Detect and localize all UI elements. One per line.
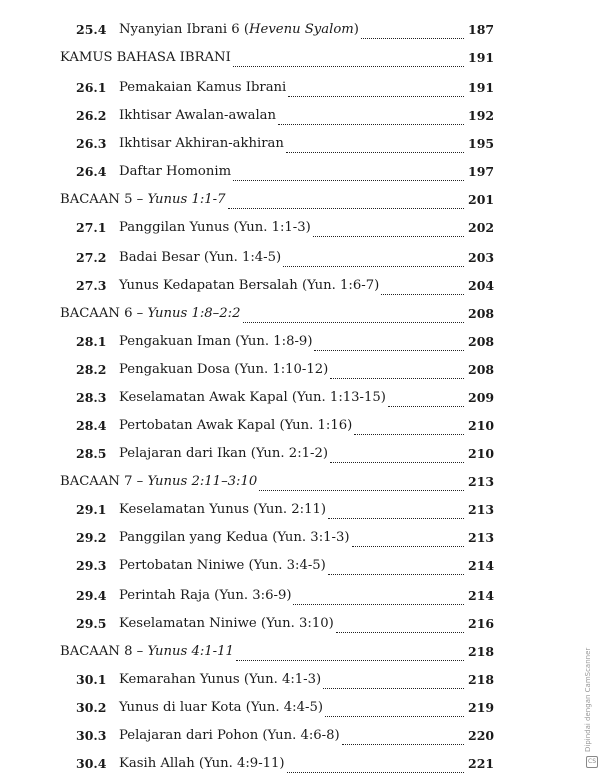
toc-entry[interactable] [0, 278, 600, 302]
toc-section-heading[interactable] [0, 306, 600, 330]
entry-number: 30.1 [76, 672, 107, 687]
entry-title-text: Daftar Homonim [119, 164, 232, 179]
toc-entry[interactable] [0, 756, 600, 780]
page-number: 203 [468, 250, 495, 265]
dot-leader [323, 688, 464, 689]
toc-entry[interactable] [0, 446, 600, 470]
page-number: 216 [468, 616, 495, 631]
entry-title [119, 756, 285, 771]
entry-number: 26.2 [76, 108, 107, 123]
entry-title-italic: Hevenu Syalom [249, 22, 354, 37]
dot-leader [287, 772, 464, 773]
toc-section-heading[interactable] [0, 474, 600, 498]
entry-number: 28.3 [76, 390, 107, 405]
toc-entry[interactable] [0, 220, 600, 244]
entry-number: 27.1 [76, 220, 107, 235]
entry-number: 30.2 [76, 700, 107, 715]
entry-title-text: Pengakuan Dosa (Yun. 1:10-12) [119, 362, 329, 377]
entry-number: 29.1 [76, 502, 107, 517]
toc-entry[interactable] [0, 22, 600, 46]
dot-leader [286, 152, 464, 153]
toc-entry[interactable] [0, 334, 600, 358]
entry-title [119, 672, 321, 687]
entry-title [119, 728, 340, 743]
toc-entry[interactable] [0, 362, 600, 386]
entry-number: 26.1 [76, 80, 107, 95]
entry-number: 30.4 [76, 756, 107, 771]
entry-title-text: KAMUS BAHASA IBRANI [60, 50, 231, 65]
entry-title [119, 418, 352, 433]
entry-title-text: Pelajaran dari Pohon (Yun. 4:6-8) [119, 728, 340, 743]
dot-leader [259, 490, 464, 491]
entry-number: 26.4 [76, 164, 107, 179]
entry-number: 28.4 [76, 418, 107, 433]
entry-title-text: Badai Besar (Yun. 1:4-5) [119, 250, 282, 265]
page-number: 208 [468, 362, 495, 377]
dot-leader [288, 96, 464, 97]
toc-entry[interactable] [0, 390, 600, 414]
entry-title [60, 50, 231, 65]
entry-title [119, 164, 231, 179]
page-number: 202 [468, 220, 495, 235]
dot-leader [278, 124, 464, 125]
page-number: 201 [468, 192, 495, 207]
page-number: 191 [468, 80, 495, 95]
entry-title [60, 474, 257, 489]
page-number: 204 [468, 278, 495, 293]
entry-title [119, 220, 311, 235]
entry-title [119, 616, 334, 631]
entry-title [119, 250, 281, 265]
page-number: 213 [468, 530, 495, 545]
dot-leader [325, 716, 464, 717]
dot-leader [236, 660, 464, 661]
entry-title [119, 558, 326, 573]
entry-title-text: Kemarahan Yunus (Yun. 4:1-3) [119, 672, 322, 687]
entry-number: 29.2 [76, 530, 107, 545]
dot-leader [336, 632, 464, 633]
dot-leader [243, 322, 464, 323]
entry-title-text: Pemakaian Kamus Ibrani [119, 80, 287, 95]
dot-leader [381, 294, 464, 295]
toc-entry[interactable] [0, 530, 600, 554]
toc-entry[interactable] [0, 588, 600, 612]
entry-title [60, 306, 241, 321]
entry-number: 30.3 [76, 728, 107, 743]
entry-title [119, 334, 312, 349]
entry-title [119, 362, 328, 377]
toc-entry[interactable] [0, 80, 600, 104]
entry-title [119, 502, 326, 517]
dot-leader [342, 744, 464, 745]
entry-title [119, 446, 328, 461]
entry-title-suffix: ) [353, 22, 359, 37]
toc-entry[interactable] [0, 502, 600, 526]
page-number: 208 [468, 306, 495, 321]
entry-title-text: Yunus Kedapatan Bersalah (Yun. 1:6-7) [119, 278, 380, 293]
dot-leader [354, 434, 464, 435]
page-number: 187 [468, 22, 495, 37]
toc-entry[interactable] [0, 418, 600, 442]
page-number: 191 [468, 50, 495, 65]
entry-title-text: Keselamatan Yunus (Yun. 2:11) [119, 502, 326, 517]
entry-number: 27.3 [76, 278, 107, 293]
entry-number: 25.4 [76, 22, 107, 37]
entry-number: 28.5 [76, 446, 107, 461]
page-number: 218 [468, 644, 495, 659]
entry-title-text: Pertobatan Niniwe (Yun. 3:4-5) [119, 558, 326, 573]
entry-title-text: Keselamatan Awak Kapal (Yun. 1:13-15) [119, 390, 386, 405]
page-number: 218 [468, 672, 495, 687]
page-number: 210 [468, 446, 495, 461]
toc-entry[interactable] [0, 728, 600, 752]
entry-title-text: Kasih Allah (Yun. 4:9-11) [119, 756, 285, 771]
toc-section-heading[interactable] [0, 644, 600, 668]
toc-entry[interactable] [0, 250, 600, 274]
entry-title [119, 700, 323, 715]
toc-entry[interactable] [0, 616, 600, 640]
dot-leader [293, 604, 464, 605]
entry-title-text: BACAAN 8 – [60, 644, 148, 659]
dot-leader [283, 266, 464, 267]
entry-title [119, 22, 359, 37]
entry-title-text: Yunus di luar Kota (Yun. 4:4-5) [119, 700, 323, 715]
dot-leader [233, 66, 464, 67]
page-number: 221 [468, 756, 495, 771]
entry-title-text: Pengakuan Iman (Yun. 1:8-9) [119, 334, 313, 349]
entry-title [119, 588, 291, 603]
entry-title-text: Pelajaran dari Ikan (Yun. 2:1-2) [119, 446, 329, 461]
dot-leader [313, 236, 464, 237]
entry-title-text: Panggilan Yunus (Yun. 1:1-3) [119, 220, 311, 235]
toc-entry[interactable] [0, 558, 600, 582]
entry-title-text: Pertobatan Awak Kapal (Yun. 1:16) [119, 418, 353, 433]
entry-title-text: Keselamatan Niniwe (Yun. 3:10) [119, 616, 334, 631]
entry-title [119, 108, 276, 123]
page-number: 210 [468, 418, 495, 433]
page-number: 209 [468, 390, 495, 405]
dot-leader [228, 208, 464, 209]
dot-leader [328, 574, 464, 575]
toc-section-heading[interactable] [0, 192, 600, 216]
dot-leader [328, 518, 464, 519]
page-number: 213 [468, 502, 495, 517]
page-number: 192 [468, 108, 495, 123]
dot-leader [330, 378, 464, 379]
entry-title-italic: Yunus 1:1-7 [147, 192, 226, 207]
entry-title-italic: Yunus 4:1-11 [147, 644, 234, 659]
entry-title-text: Panggilan yang Kedua (Yun. 3:1-3) [119, 530, 350, 545]
entry-title [60, 644, 234, 659]
entry-title-text: Ikhtisar Awalan-awalan [119, 108, 277, 123]
page-number: 219 [468, 700, 495, 715]
entry-title-text: BACAAN 6 – [60, 306, 148, 321]
dot-leader [330, 462, 464, 463]
page-number: 214 [468, 558, 495, 573]
dot-leader [314, 350, 464, 351]
entry-title-italic: Yunus 1:8–2:2 [147, 306, 241, 321]
entry-number: 28.1 [76, 334, 107, 349]
camscanner-logo-icon: CS [586, 756, 598, 768]
entry-number: 29.5 [76, 616, 107, 631]
entry-title-text: Nyanyian Ibrani 6 ( [119, 22, 250, 37]
dot-leader [388, 406, 464, 407]
page-number: 197 [468, 164, 495, 179]
entry-title-text: Perintah Raja (Yun. 3:6-9) [119, 588, 292, 603]
entry-title-text: Ikhtisar Akhiran-akhiran [119, 136, 284, 151]
entry-number: 29.3 [76, 558, 107, 573]
entry-title [119, 390, 386, 405]
watermark-text: Dipindai dengan CamScanner [584, 647, 592, 752]
toc-entry[interactable] [0, 136, 600, 160]
toc-section-heading[interactable] [0, 50, 600, 74]
entry-title [119, 530, 350, 545]
page-number: 213 [468, 474, 495, 489]
dot-leader [352, 546, 464, 547]
entry-title [119, 80, 286, 95]
toc-entry[interactable] [0, 108, 600, 132]
page-number: 220 [468, 728, 495, 743]
page-number: 195 [468, 136, 495, 151]
entry-title-text: BACAAN 5 – [60, 192, 148, 207]
dot-leader [233, 180, 464, 181]
entry-title [119, 278, 379, 293]
toc-entry[interactable] [0, 700, 600, 724]
entry-number: 29.4 [76, 588, 107, 603]
entry-title-italic: Yunus 2:11–3:10 [147, 474, 258, 489]
toc-entry[interactable] [0, 672, 600, 696]
toc-entry[interactable] [0, 164, 600, 188]
dot-leader [361, 38, 464, 39]
entry-title-text: BACAAN 7 – [60, 474, 148, 489]
page-number: 214 [468, 588, 495, 603]
entry-title [60, 192, 226, 207]
entry-number: 28.2 [76, 362, 107, 377]
entry-title [119, 136, 284, 151]
page-number: 208 [468, 334, 495, 349]
camscanner-watermark [584, 640, 598, 770]
entry-number: 26.3 [76, 136, 107, 151]
entry-number: 27.2 [76, 250, 107, 265]
